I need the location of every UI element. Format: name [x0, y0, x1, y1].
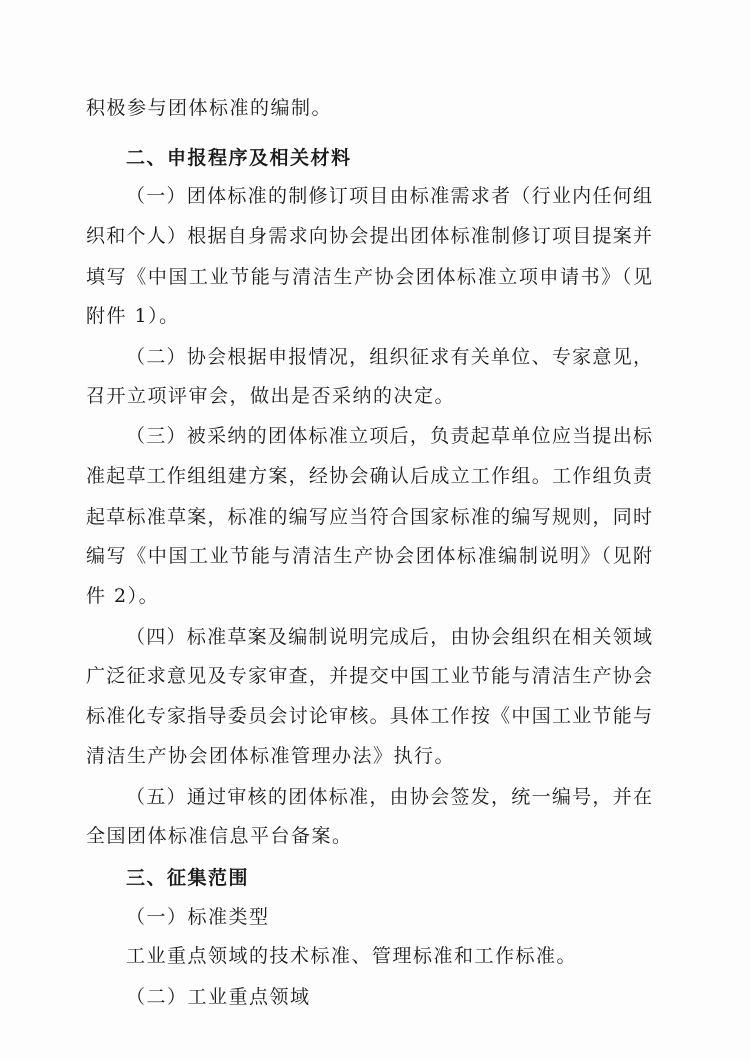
paragraph-line: 织和个人）根据自身需求向协会提出团体标准制修订项目提案并: [86, 225, 652, 247]
paragraph-line: （一）标准类型: [126, 906, 270, 928]
paragraph-line: （一）团体标准的制修订项目由标准需求者（行业内任何组: [126, 185, 652, 207]
paragraph-line: 填写《中国工业节能与清洁生产协会团体标准立项申请书》（见: [86, 266, 652, 288]
paragraph-line: 清洁生产协会团体标准管理办法》执行。: [86, 745, 456, 767]
paragraph-line: 附件 1）。: [86, 305, 180, 327]
paragraph-line: 件 2）。: [86, 585, 160, 607]
section-heading: 三、征集范围: [126, 867, 250, 889]
paragraph-line: 召开立项评审会，做出是否采纳的决定。: [86, 385, 456, 407]
paragraph-line: 工业重点领域的技术标准、管理标准和工作标准。: [126, 945, 578, 967]
section-heading: 二、申报程序及相关材料: [126, 147, 352, 169]
paragraph-line: 全国团体标准信息平台备案。: [86, 825, 353, 847]
paragraph-line: 积极参与团体标准的编制。: [86, 97, 333, 119]
paragraph-line: 广泛征求意见及专家审查，并提交中国工业节能与清洁生产协会: [86, 665, 652, 687]
paragraph-line: （三）被采纳的团体标准立项后，负责起草单位应当提出标: [126, 425, 652, 447]
paragraph-line: （二）工业重点领域: [126, 986, 311, 1008]
paragraph-line: （五）通过审核的团体标准，由协会签发，统一编号，并在: [126, 786, 652, 808]
paragraph-line: 标准化专家指导委员会讨论审核。具体工作按《中国工业节能与: [86, 705, 652, 727]
paragraph-line: 准起草工作组组建方案，经协会确认后成立工作组。工作组负责: [86, 465, 652, 487]
paragraph-line: 编写《中国工业节能与清洁生产协会团体标准编制说明》（见附: [86, 545, 652, 567]
paragraph-line: （四）标准草案及编制说明完成后，由协会组织在相关领域: [126, 626, 652, 648]
paragraph-line: （二）协会根据申报情况，组织征求有关单位、专家意见，: [126, 346, 652, 368]
paragraph-line: 起草标准草案，标准的编写应当符合国家标准的编写规则，同时: [86, 506, 652, 528]
